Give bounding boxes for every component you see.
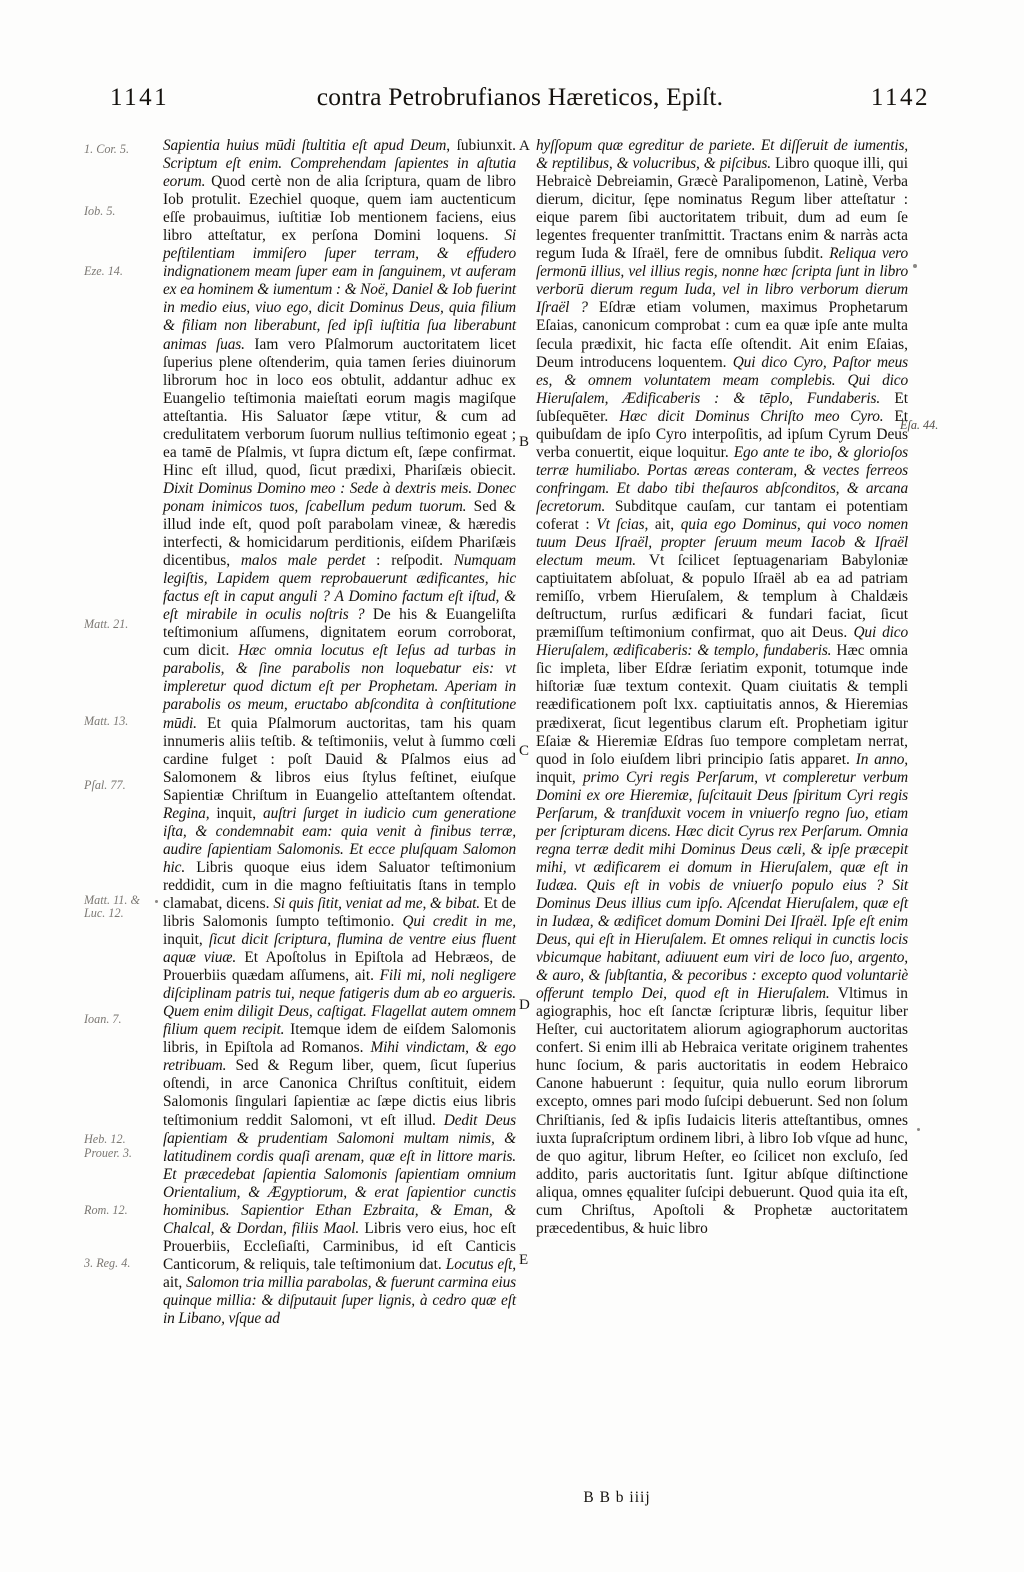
margin-note-left: Matt. 21. xyxy=(84,617,129,631)
margin-note-left: Matt. 13. xyxy=(84,714,129,728)
margin-note-left: Eze. 14. xyxy=(84,264,123,278)
margin-note-left: Iob. 5. xyxy=(84,204,116,218)
text-column-left xyxy=(163,137,516,1328)
section-letter-e: E xyxy=(519,1252,529,1268)
folio-number-right: 1142 xyxy=(870,84,930,111)
margin-note-left: Luc. 12. xyxy=(84,906,124,920)
margin-note-right: Eſa. 44. xyxy=(900,418,939,432)
print-speck xyxy=(155,900,158,903)
section-letter-b: B xyxy=(519,434,530,450)
print-speck xyxy=(913,264,917,268)
folio-number-left: 1141 xyxy=(110,84,170,111)
margin-note-left: Ioan. 7. xyxy=(84,1012,122,1026)
margin-note-left: 1. Cor. 5. xyxy=(84,142,130,156)
section-letter-a: A xyxy=(519,138,530,154)
margin-note-left: Rom. 12. xyxy=(84,1203,128,1217)
column-left-text: Sapientia huius mūdi ſtultitia eſt apud Deum, ſubiunxit. Scriptum eſt enim. Comprehendam ſapientes in aſtutia eorum. Quod certè non de alia ſcriptura, quam de libro Iob protulit. Ezechiel quoque, quem iam auctenticum eſſe probauimus, iuſtitiæ Iob mentionem faciens, eius libro atteſtatur, ex perſona Domini loquens. Si peſtilentiam immiſero ſuper terram, & effudero indignationem meam ſuper eam in ſanguinem, vt auferam ex ea hominem & iumentum : & Noë, Daniel & Iob fuerint in medio eius, viuo ego, dicit Dominus Deus, quia filium & filiam non liberabunt, ſed ipſi iuſtitia ſua liberabunt animas ſuas. Iam vero Pſalmorum auctoritatem licet ſuperius plene oſtenderim, quia tamen ſeries diuinorum librorum hoc in loco eos obtulit, addantur adhuc ex Euangelio teſtimonia maieſtati eorum magis magiſque atteſtantia. His Saluator ſæpe vtitur, & cum ad credulitatem verborum ſuorum nullius teſtimonio egeat ; ea tamē de Pſalmis, vt ſupra dictum eſt, ſæpe confirmat. Hinc eſt illud, quod, ſicut prædixi, Phariſæis obiecit. Dixit Dominus Domino meo : Sede à dextris meis. Donec ponam inimicos tuos, ſcabellum pedum tuorum. Sed & illud inde eſt, quod poſt parabolam vineæ, & hæredis interfecti, & homicidarum perditionis, eiſdem Phariſæis dicentibus, malos male perdet : reſpodit. Numquam legiſtis, Lapidem quem reprobauerunt ædificantes, hic factus eſt in caput anguli ? A Domino factum eſt iſtud, & eſt mirabile in oculis noſtris ? De his & Euangeliſta teſtimonium aſſumens, dignitatem eorum corroborat, cum dicit. Hæc omnia locutus eſt Ieſus ad turbas in parabolis, & ſine parabolis non loquebatur eis: vt impleretur quod dictum eſt per Prophetam. Aperiam in parabolis os meum, eructabo abſcondita à conſtitutione mūdi. Et quia Pſalmorum auctoritas, tam his quam innumeris aliis teſtib. & teſtimoniis, velut à ſummo cœli cardine fulget : poſt Dauid & Pſalmos eius ad Salomonem & libros eius ſtylus feſtinet, eiuſque Sapientiæ Chriſtum in Euangelio atteſtantem oſtendat. Regina, inquit, auſtri ſurget in iudicio cum generatione iſta, & condemnabit eam: quia venit à finibus terræ, audire ſapientiam Salomonis. Et ecce pluſquam Salomon hic. Libris quoque eius idem Saluator teſtimonium reddidit, cum in die magno feſtiuitatis ſtans in templo clamabat, dicens. Si quis ſitit, veniat ad me, & bibat. Et de libris Salomonis ſumpto teſtimonio. Qui credit in me, inquit, ſicut dicit ſcriptura, flumina de ventre eius fluent aquæ viuæ. Et Apoſtolus in Epiſtola ad Hebræos, de Prouerbiis quædam aſſumens, ait. Fili mi, noli negligere diſciplinam patris tui, neque fatigeris dum ab eo argueris. Quem enim diligit Deus, caſtigat. Flagellat autem omnem filium quem recipit. Itemque idem de eiſdem Salomonis libris, in Epiſtola ad Romanos. Mihi vindictam, & ego retribuam. Sed & Regum liber, quem, ſicut ſuperius oſtendi, in arce Canonica Chriſtus conſtituit, eidem Salomonis ſingulari ſapientiæ ac ſæpe dictis eius libris teſtimonium reddit Salomoni, vt eſt illud. Dedit Deus ſapientiam & prudentiam Salomoni multam nimis, & latitudinem cordis quaſi arenam, quæ eſt in littore maris. Et præcedebat ſapientia Salomonis ſapientiam omnium Orientalium, & Ægyptiorum, & erat ſapientior cunctis hominibus. Sapientior Ethan Ezbraita, & Eman, & Chalcal, & Dordan, filiis Maol. Libris vero eius, hoc eſt Prouerbiis, Eccleſiaſti, Carminibus, id eſt Canticis Canticorum, & reliquis, tale teſtimonium dat. Locutus eſt, ait, Salomon tria millia parabolas, & fuerunt carmina eius quinque millia: & diſputauit ſuper lignis, à cedro quæ eſt in Libano, vſque ad xyxy=(163,137,517,1328)
running-head xyxy=(110,82,930,122)
body-area xyxy=(0,137,1024,1527)
column-right-text: hyſſopum quæ egreditur de pariete. Et diſſeruit de iumentis, & reptilibus, & volucribus, & piſcibus. Libro quoque illi, qui Hebraicè Debreiamin, Græcè Paralipomenon, Latinè, Verba dierum, dicitur, ſępe nominatus Regum liber atteſtatur : eique parem ſibi auctoritatem tribuit, dum ad eum ſe legentes frequenter tranſmittit. Tractans enim & narràs acta regum Iuda & Iſraël, fere de omnibus ſubdit. Reliqua vero ſermonū illius, vel illius regis, nonne hæc ſcripta ſunt in libro verborū dierum regum Iuda, vel in libro verborum dierum Iſraël ? Eſdræ etiam volumen, maximus Prophetarum Eſaias, canonicum comprobat : cum ea quæ ipſe ante multa ſecula prædixit, hic facta eſſe oſtendit. Ait enim Eſaias, Deum introducens loquentem. Qui dico Cyro, Paſtor meus es, & omnem voluntatem meam complebis. Qui dico Hieruſalem, Ædificaberis : & tēplo, Fundaberis. Et ſubſequēter. Hæc dicit Dominus Chriſto meo Cyro. Et quibuſdam de ipſo Cyro interpoſitis, ad ipſum Cyrum Deus verba conuertit, eique loquitur. Ego ante te ibo, & glorioſos terræ humiliabo. Portas æreas conteram, & vectes ferreos confringam. Et dabo tibi theſauros abſconditos, & arcana ſecretorum. Subditque cauſam, cur tantam ei potentiam coferat : Vt ſcias, ait, quia ego Dominus, qui voco nomen tuum Deus Iſraël, propter ſeruum meum Iacob & Iſraël electum meum. Vt ſcilicet ſeptuagenariam Babyloniæ captiuitatem abſoluat, & populo Iſraël ab ea ad patriam remiſſo, vrbem Hieruſalem, & templum à Chaldæis deſtructum, rurſus ædificari & fundari faciat, ſicut præmiſſum teſtimonium confirmat, quo ait Deus. Qui dico Hieruſalem, ædificaberis: & templo, fundaberis. Hæc omnia ſic impleta, liber Eſdræ ſeriatim exponit, totumque inde hiſtoriæ ſuæ textum contexit. Quam ciuitatis & templi reædificationem poſt lxx. captiuitatis annos, & Hieremias prædixerat, ſicut legentibus clarum eſt. Prophetiam igitur Eſaiæ & Hieremiæ Eſdras ſuo tempore completam nerrat, quod in ſolo eiuſdem libri principio ſatis apparet. In anno, inquit, primo Cyri regis Perſarum, vt compleretur verbum Domini ex ore Hieremiæ, ſuſcitauit Deus ſpiritum Cyri regis Perſarum, & tranſduxit vocem in vniuerſo regno ſuo, etiam per ſcripturam dicens. Hæc dicit Cyrus rex Perſarum. Omnia regna terræ dedit mihi Dominus Deus cæli, & ipſe præcepit mihi, vt ædificarem ei domum in Hieruſalem, quæ eſt in Iudæa. Quis eſt in vobis de vniuerſo populo eius ? Sit Dominus Deus illius cum ipſo. Aſcendat Hieruſalem, quæ eſt in Iudæa, & ædificet domum Domini Dei Iſraël. Ipſe eſt enim Deus, qui eſt in Hieruſalem. Et omnes reliqui in cunctis locis vbicumque habitant, adiuuent eum viri de loco ſuo, argento, & auro, & ſubſtantia, & pecoribus : excepto quod voluntariè offerunt templo Dei, quod eſt in Hieruſalem. Vltimus in agiographis, hoc eſt ſanctæ ſcripturæ libris, ſequitur liber Heſter, cui auctoritatem aliorum agiographorum auctoritas confert. Si enim illi ab Hebraica veritate originem trahentes hunc ſocium, & paris auctoritatis in eodem Hebraico Canone habuerunt : ſequitur, quia nullo eorum librorum excepto, omnes pari modo ſuſcipi debuerunt. Sed non ſolum Chriſtianis, ſed & ipſis Iudaicis literis atteſtantibus, omnes iuxta ſupraſcriptum ordinem libri, à libro Iob vſque ad hunc, de quo agitur, librum Heſter, eo ſcilicet non excluſo, ſed addito, paris auctoritatis ſunt. Igitur abſque diſtinctione aliqua, omnes ęqualiter ſuſcipi debuerunt. Quod quia ita eſt, cum Chriſtus, Apoſtoli & Prophetæ auctoritatem præcedentibus, & huic libro xyxy=(536,137,909,1237)
margin-note-left: 3. Reg. 4. xyxy=(84,1256,131,1270)
margin-note-left: Prouer. 3. xyxy=(84,1146,132,1160)
margin-note-left: Matt. 11. & xyxy=(84,893,140,907)
section-letter-d: D xyxy=(519,997,530,1013)
margin-note-left: Heb. 12. xyxy=(84,1132,126,1146)
section-letter-c: C xyxy=(519,743,530,759)
margin-note-left: Pſal. 77. xyxy=(84,778,126,792)
print-speck xyxy=(917,1128,920,1131)
signature-mark xyxy=(0,1489,1024,1507)
page-title: contra Petrobrufianos Hæreticos, Epiſt. xyxy=(316,82,724,111)
text-column-right xyxy=(536,137,908,1238)
signature-text: B B b iiij xyxy=(583,1489,651,1506)
